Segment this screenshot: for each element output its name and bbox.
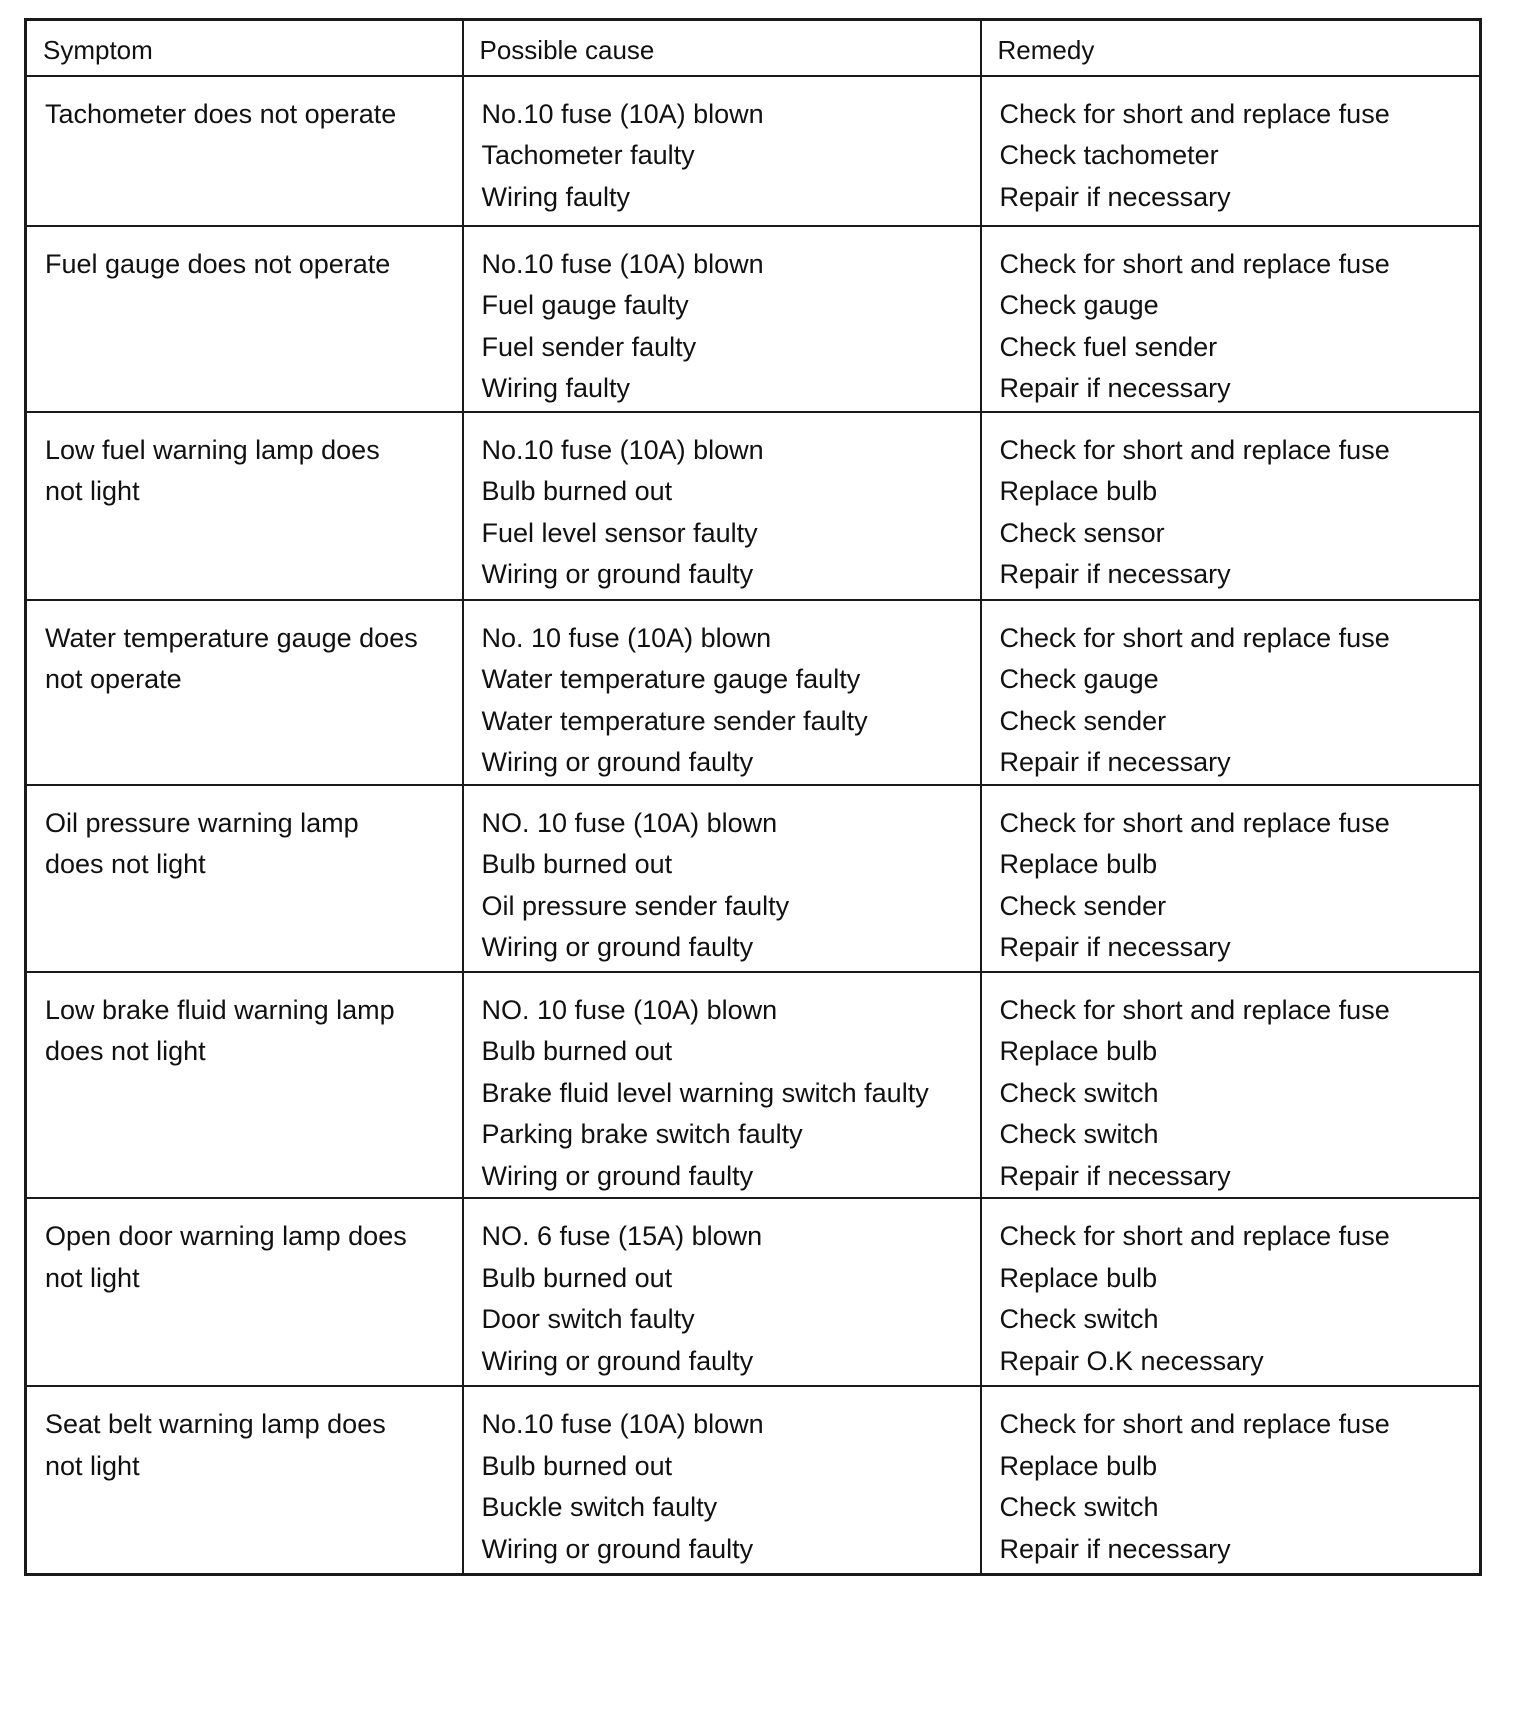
remedy-cell: [981, 226, 1481, 412]
possible-cause-item: Bulb burned out: [481, 1036, 673, 1066]
table-row: [26, 412, 1481, 600]
possible-cause-item: Wiring or ground faulty: [481, 932, 754, 962]
column-header-symptom: Symptom: [26, 20, 463, 76]
possible-cause-cell: [463, 600, 981, 785]
column-header-possible-cause: Possible cause: [463, 20, 981, 76]
remedy-item: Check switch: [999, 1077, 1159, 1108]
symptom-text: Low fuel warning lamp does not light: [45, 434, 380, 506]
possible-cause-item: Oil pressure sender faulty: [481, 890, 790, 921]
table-row: [26, 1386, 1481, 1574]
possible-cause-cell: [463, 1198, 981, 1386]
troubleshooting-sheet: [24, 18, 1482, 1576]
symptom-cell: [26, 1386, 463, 1574]
symptom-cell: [26, 600, 463, 785]
remedy-item: Check fuel sender: [999, 331, 1218, 362]
possible-cause-item: Wiring or ground faulty: [481, 1160, 754, 1191]
remedy-item: Replace bulb: [999, 849, 1158, 879]
remedy-item: Check gauge: [999, 664, 1159, 694]
remedy-item: Check gauge: [999, 290, 1159, 320]
symptom-text: Tachometer does not operate: [45, 98, 397, 129]
remedy-item: Check for short and replace fuse: [999, 622, 1390, 653]
remedy-item: Check sender: [999, 890, 1167, 921]
remedy-cell: [981, 600, 1481, 785]
troubleshooting-table: [24, 18, 1482, 1576]
symptom-text: Seat belt warning lamp does not light: [45, 1409, 386, 1481]
possible-cause-item: Brake fluid level warning switch faulty: [481, 1077, 929, 1108]
symptom-text: Low brake fluid warning lamp does not light: [45, 994, 395, 1066]
symptom-cell: [26, 785, 463, 972]
possible-cause-item: Wiring or ground faulty: [481, 747, 754, 777]
remedy-item: Replace bulb: [999, 476, 1158, 506]
possible-cause-item: No. 10 fuse (10A) blown: [481, 622, 772, 653]
possible-cause-cell: [463, 76, 981, 226]
table-row: [26, 1198, 1481, 1386]
remedy-item: Check switch: [999, 1304, 1159, 1334]
possible-cause-item: No.10 fuse (10A) blown: [481, 98, 764, 129]
possible-cause-item: NO. 10 fuse (10A) blown: [481, 994, 778, 1025]
remedy-cell: [981, 1386, 1481, 1574]
symptom-text: Open door warning lamp does not light: [45, 1221, 407, 1293]
possible-cause-item: Wiring faulty: [481, 181, 631, 212]
symptom-text: Oil pressure warning lamp does not light: [45, 807, 359, 879]
possible-cause-item: Fuel level sensor faulty: [481, 517, 758, 548]
remedy-item: Repair if necessary: [999, 1160, 1231, 1191]
symptom-cell: [26, 412, 463, 600]
possible-cause-item: NO. 6 fuse (15A) blown: [481, 1221, 763, 1251]
remedy-cell: [981, 972, 1481, 1199]
symptom-cell: [26, 972, 463, 1199]
remedy-item: Repair if necessary: [999, 932, 1231, 962]
remedy-item: Check for short and replace fuse: [999, 807, 1390, 838]
remedy-item: Repair O.K necessary: [999, 1345, 1264, 1376]
remedy-item: Check for short and replace fuse: [999, 1221, 1390, 1251]
possible-cause-item: Bulb burned out: [481, 1262, 673, 1293]
possible-cause-item: Water temperature gauge faulty: [481, 664, 861, 694]
remedy-item: Replace bulb: [999, 1450, 1158, 1481]
remedy-item: Check for short and replace fuse: [999, 434, 1390, 465]
column-header-remedy: Remedy: [981, 20, 1481, 76]
table-row: [26, 972, 1481, 1199]
possible-cause-cell: [463, 785, 981, 972]
symptom-text: Fuel gauge does not operate: [45, 248, 391, 279]
table-row: [26, 785, 1481, 972]
remedy-item: Repair if necessary: [999, 559, 1231, 589]
possible-cause-item: No.10 fuse (10A) blown: [481, 1409, 764, 1439]
remedy-cell: [981, 76, 1481, 226]
symptom-cell: [26, 1198, 463, 1386]
symptom-cell: [26, 226, 463, 412]
remedy-item: Check tachometer: [999, 140, 1219, 170]
possible-cause-item: Wiring faulty: [481, 373, 631, 403]
remedy-item: Check sender: [999, 705, 1167, 736]
remedy-item: Check for short and replace fuse: [999, 994, 1390, 1025]
table-row: [26, 76, 1481, 226]
remedy-item: Check switch: [999, 1119, 1159, 1149]
possible-cause-item: Buckle switch faulty: [481, 1492, 718, 1522]
possible-cause-item: Water temperature sender faulty: [481, 705, 868, 736]
remedy-item: Check for short and replace fuse: [999, 98, 1390, 129]
table-row: [26, 226, 1481, 412]
remedy-item: Replace bulb: [999, 1262, 1158, 1293]
remedy-item: Replace bulb: [999, 1036, 1158, 1066]
possible-cause-cell: [463, 1386, 981, 1574]
possible-cause-cell: [463, 226, 981, 412]
table-body: [26, 76, 1481, 1575]
possible-cause-item: Wiring or ground faulty: [481, 1345, 754, 1376]
possible-cause-item: Parking brake switch faulty: [481, 1119, 803, 1149]
symptom-cell: [26, 76, 463, 226]
remedy-item: Check switch: [999, 1492, 1159, 1522]
possible-cause-cell: [463, 972, 981, 1199]
possible-cause-item: NO. 10 fuse (10A) blown: [481, 807, 778, 838]
remedy-item: Check for short and replace fuse: [999, 1409, 1390, 1439]
possible-cause-item: Bulb burned out: [481, 476, 673, 506]
possible-cause-item: Bulb burned out: [481, 1450, 673, 1481]
remedy-item: Repair if necessary: [999, 181, 1231, 212]
possible-cause-item: Wiring or ground faulty: [481, 559, 754, 589]
table-header-row: [26, 20, 1481, 76]
remedy-item: Repair if necessary: [999, 1533, 1231, 1564]
remedy-item: Repair if necessary: [999, 747, 1231, 777]
possible-cause-cell: [463, 412, 981, 600]
possible-cause-item: Fuel sender faulty: [481, 331, 697, 362]
table-row: [26, 600, 1481, 785]
remedy-cell: [981, 785, 1481, 972]
remedy-item: Check sensor: [999, 517, 1165, 548]
remedy-cell: [981, 412, 1481, 600]
remedy-item: Repair if necessary: [999, 373, 1231, 403]
remedy-cell: [981, 1198, 1481, 1386]
possible-cause-item: Wiring or ground faulty: [481, 1533, 754, 1564]
possible-cause-item: No.10 fuse (10A) blown: [481, 434, 764, 465]
symptom-text: Water temperature gauge does not operate: [45, 622, 418, 694]
remedy-item: Check for short and replace fuse: [999, 248, 1390, 279]
possible-cause-item: No.10 fuse (10A) blown: [481, 248, 764, 279]
possible-cause-item: Tachometer faulty: [481, 140, 695, 170]
possible-cause-item: Door switch faulty: [481, 1304, 695, 1334]
possible-cause-item: Fuel gauge faulty: [481, 290, 689, 320]
possible-cause-item: Bulb burned out: [481, 849, 673, 879]
